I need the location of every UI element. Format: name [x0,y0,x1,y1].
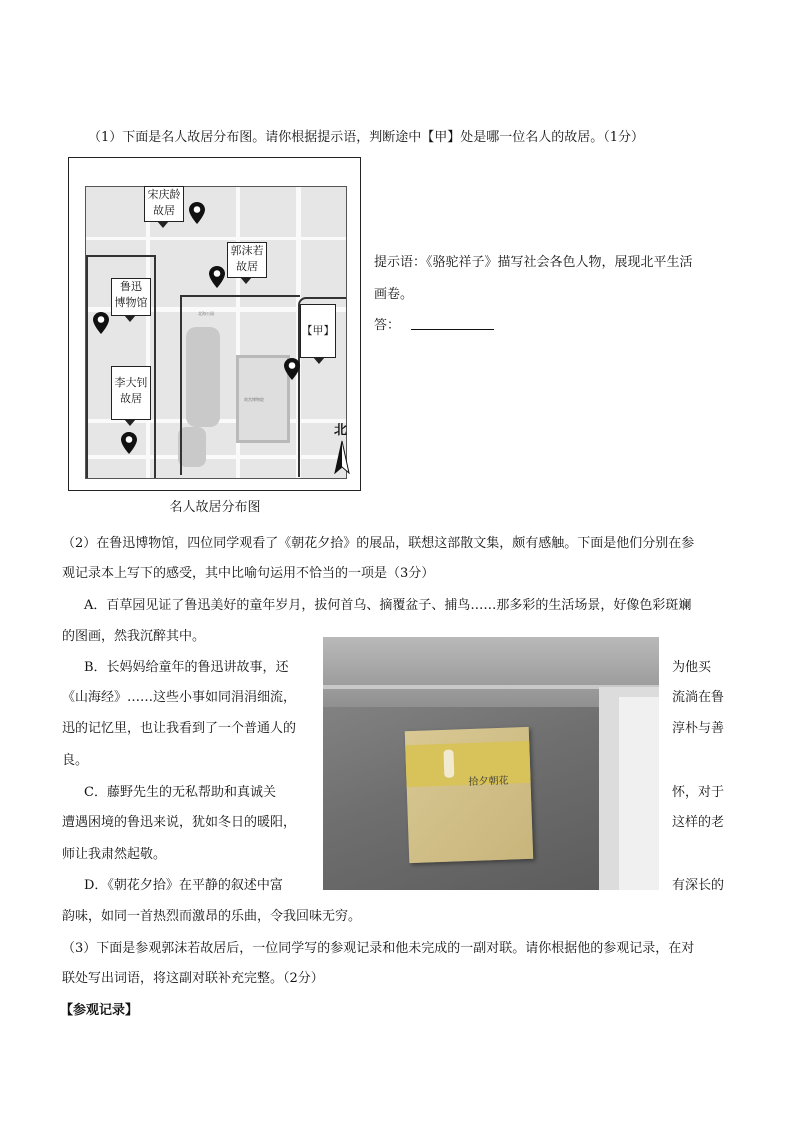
option-b: 淳朴与善 [672,721,725,736]
map-pin-icon [121,432,137,454]
option-c: 师让我肃然起敬。 [62,847,167,862]
question-2: 观记录本上写下的感受，其中比喻句运用不恰当的一项是（3分） [62,566,435,581]
answer-label: 答： [374,318,401,333]
answer-blank[interactable] [411,329,494,330]
option-a: 的图画，然我沉醉其中。 [62,629,206,644]
label-lu-xun-museum: 鲁迅 博物馆 [111,278,151,316]
question-3: （3）下面是参观郭沫若故居后，一位同学写的参观记录和他未完成的一副对联。请你根据他的参观记录，在对 [62,941,695,956]
option-d: 韵味，如同一首热烈而激昂的乐曲，令我回味无穷。 [62,909,362,924]
question-2: （2）在鲁迅博物馆，四位同学观看了《朝花夕拾》的展品，联想这部散文集，颇有感触。下面是他们分别在参 [62,536,695,551]
label-jia: 【甲】 [300,304,336,358]
north-arrow-icon [334,440,350,474]
option-b: B．长妈妈给童年的鲁迅讲故事，还 [84,660,289,675]
option-a: A．百草园见证了鲁迅美好的童年岁月，拔何首乌、摘覆盆子、捕鸟……那多彩的生活场景，好像色彩斑斓 [84,598,692,613]
option-c: 这样的老 [672,815,725,830]
book-title: 拾夕朝花 [468,775,509,789]
north-label: 北 [334,423,348,438]
book-cover [405,727,534,863]
label-song-qingling: 宋庆龄 故居 [144,186,184,222]
book-exhibit-photo [323,637,659,890]
label-li-dazhao: 李大钊 故居 [111,366,151,420]
map-pin-icon [189,202,205,224]
question-3: 联处写出词语，将这副对联补充完整。（2分） [62,971,324,986]
option-c: C．藤野先生的无私帮助和真诚关 [84,785,276,800]
record-heading: 【参观记录】 [60,1003,139,1018]
label-guo-moruo: 郭沫若 故居 [227,242,267,278]
option-d: 有深长的 [672,878,725,893]
map-pin-icon [93,312,109,334]
option-b: 迅的记忆里，也让我看到了一个普通人的 [62,721,297,736]
question-1: （1）下面是名人故居分布图。请你根据提示语，判断途中【甲】处是哪一位名人的故居。（1分） [88,130,645,145]
map-pin-icon [284,358,300,380]
map-caption: 名人故居分布图 [169,500,261,515]
hint-line: 提示语：《骆驼祥子》描写社会各色人物，展现北平生活 [374,255,693,270]
place-label: 北海公园 [198,311,214,316]
option-d: D．《朝花夕拾》在平静的叙述中富 [84,878,283,893]
option-c: 怀，对于 [672,785,725,800]
option-b: 《山海经》……这些小事如同涓涓细流， [62,690,297,705]
place-label: 故宫博物院 [244,397,264,402]
option-b: 流淌在鲁 [672,690,725,705]
option-c: 遭遇困境的鲁迅来说，犹如冬日的暖阳， [62,815,297,830]
option-b: 为他买 [672,660,712,675]
residence-map [68,157,361,491]
option-b: 良。 [62,753,89,768]
map-pin-icon [209,266,225,288]
hint-line: 画卷。 [374,287,414,302]
